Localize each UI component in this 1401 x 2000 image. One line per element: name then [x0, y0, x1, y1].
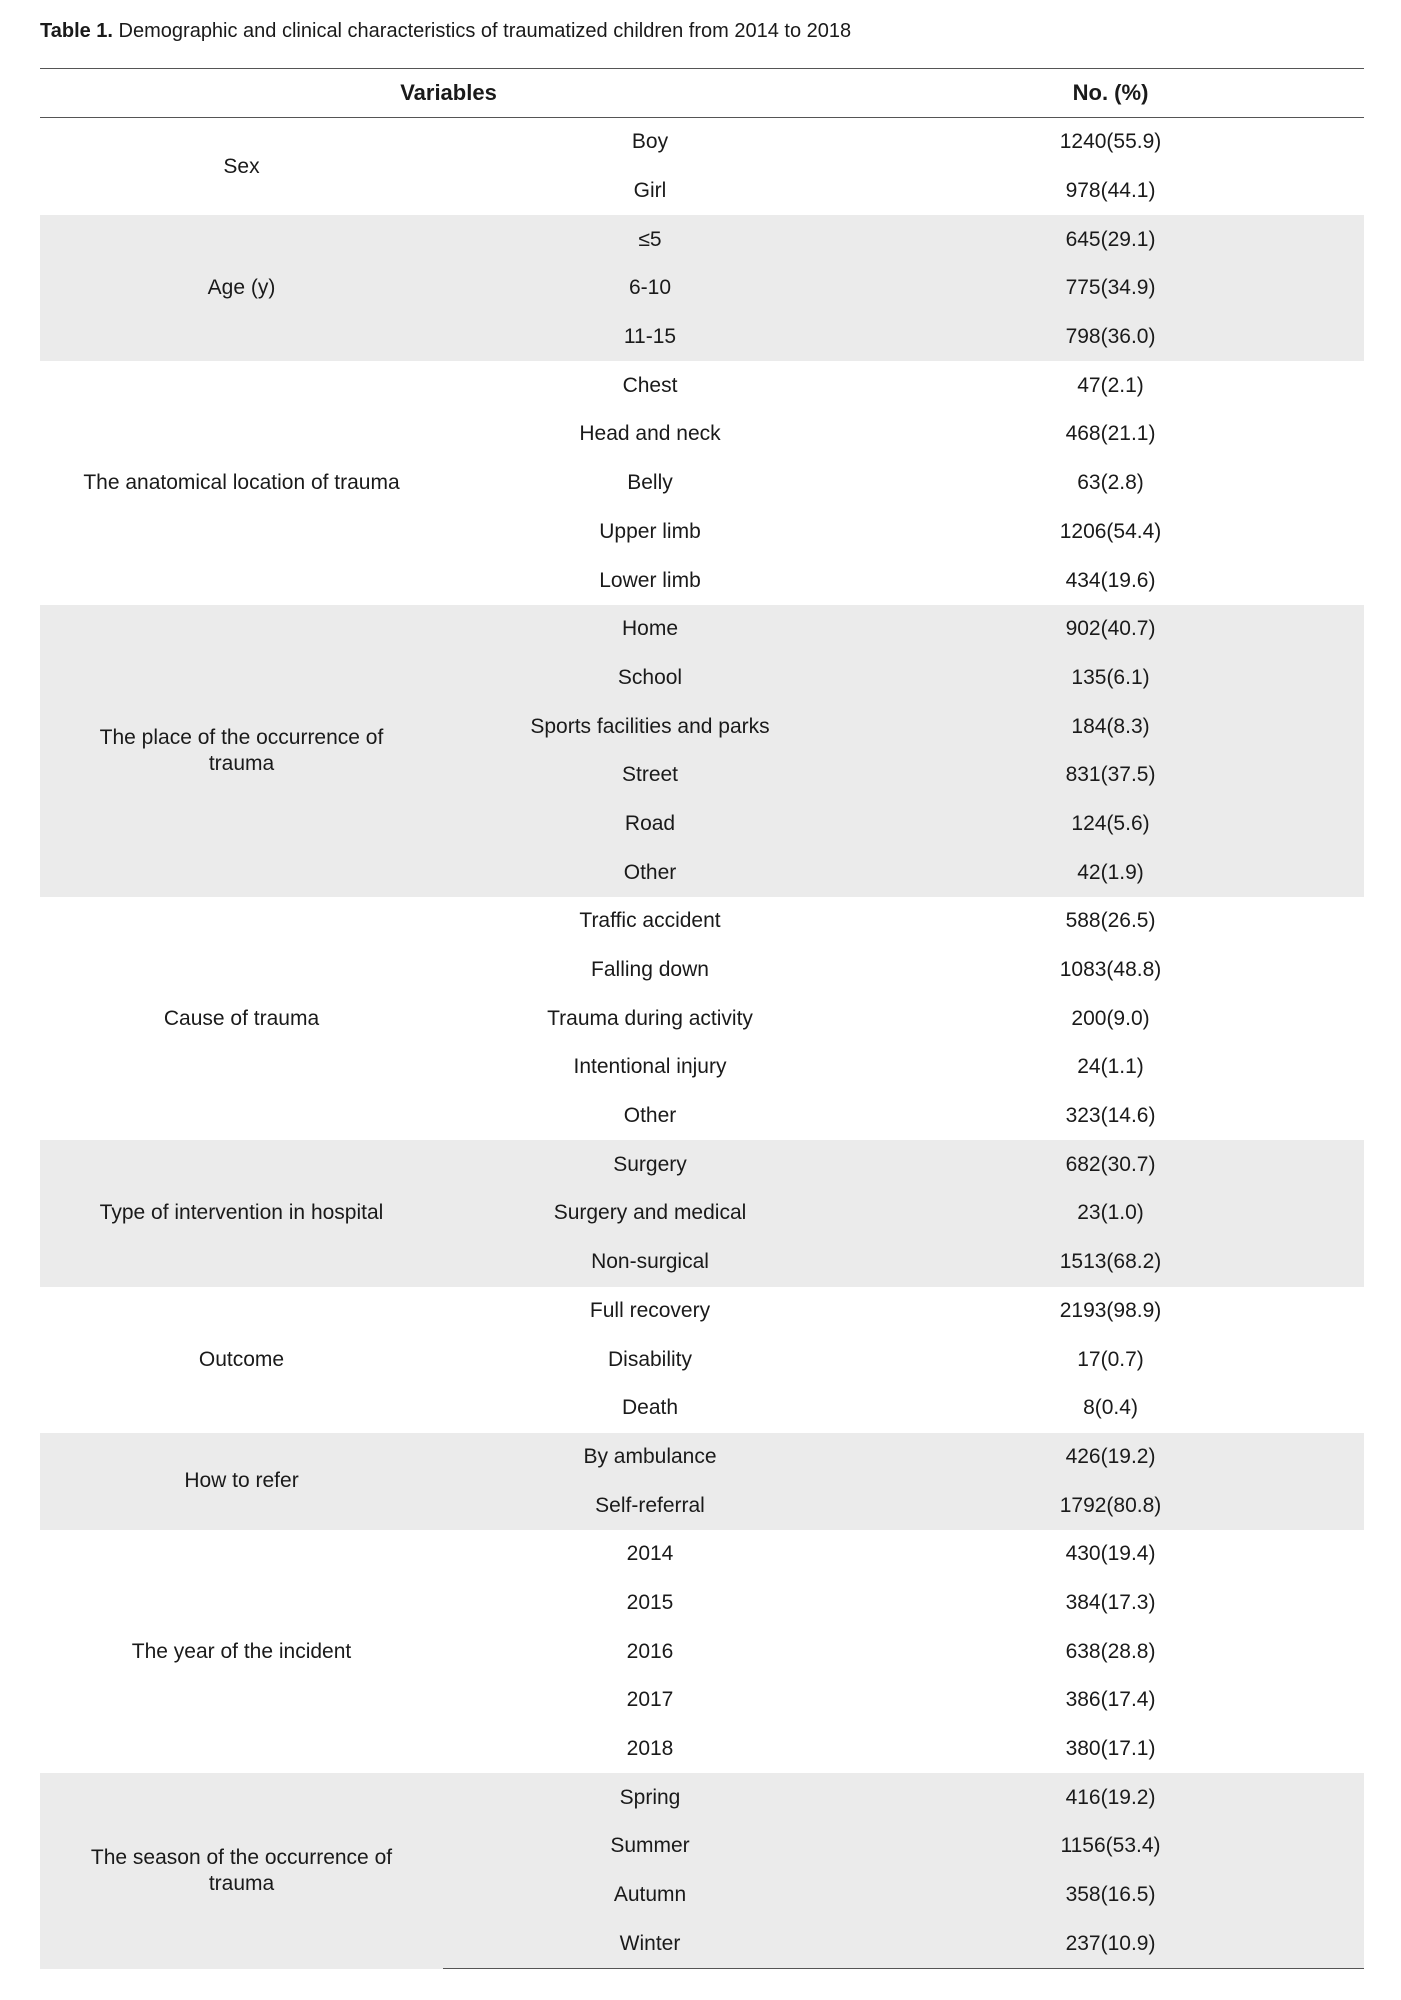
- value-cell: 430(19.4): [1065, 1542, 1156, 1566]
- category-cell: 2016: [626, 1639, 674, 1663]
- category-cell: Spring: [443, 1773, 857, 1822]
- category-cell: Disability: [607, 1347, 693, 1371]
- value-cell: 416(19.2): [857, 1773, 1364, 1822]
- category-cell: Girl: [633, 179, 667, 203]
- group-label-cause-of-trauma: Cause of trauma: [163, 1006, 320, 1030]
- category-cell: Traffic accident: [579, 909, 721, 933]
- value-cell: 638(28.8): [1065, 1639, 1156, 1663]
- header-count: No. (%): [857, 69, 1364, 118]
- category-cell: Boy: [631, 130, 669, 154]
- group-label-sex: Sex: [223, 154, 260, 178]
- group-label-the-season-of-the-occurrence-of-trauma: The season of the occurrence of trauma: [40, 1773, 443, 1968]
- table-row: [40, 1287, 1364, 1336]
- category-cell: Autumn: [443, 1871, 857, 1920]
- value-cell: 1240(55.9): [1059, 130, 1162, 154]
- category-cell: Other: [443, 848, 857, 897]
- value-cell: 200(9.0): [1071, 1006, 1150, 1030]
- category-cell: Lower limb: [599, 568, 701, 592]
- table-caption-label: Table 1.: [40, 20, 113, 42]
- category-cell: Sports facilities and parks: [443, 702, 857, 751]
- header-row: [40, 69, 1364, 118]
- value-cell: 1206(54.4): [1059, 519, 1162, 543]
- table-row: [40, 215, 1364, 264]
- value-cell: 63(2.8): [1077, 471, 1144, 495]
- table-row: [40, 1773, 1364, 1822]
- value-cell: 468(21.1): [1065, 422, 1156, 446]
- value-cell: 978(44.1): [1065, 179, 1156, 203]
- value-cell: 384(17.3): [1065, 1590, 1156, 1614]
- characteristics-table: [40, 68, 1364, 1969]
- value-cell: 42(1.9): [857, 848, 1364, 897]
- table-row: [40, 605, 1364, 654]
- value-cell: 645(29.1): [857, 215, 1364, 264]
- group-label-outcome: Outcome: [198, 1347, 285, 1371]
- category-cell: ≤5: [443, 215, 857, 264]
- category-cell: Surgery and medical: [443, 1189, 857, 1238]
- group-label-the-year-of-the-incident: The year of the incident: [131, 1639, 352, 1663]
- category-cell: Non-surgical: [443, 1238, 857, 1287]
- group-label-the-place-of-the-occurrence-of-trauma: The place of the occurrence of trauma: [40, 605, 443, 897]
- table-row: [40, 1433, 1364, 1482]
- category-cell: Belly: [627, 471, 673, 495]
- group-label-how-to-refer: How to refer: [40, 1433, 443, 1530]
- value-cell: 124(5.6): [857, 800, 1364, 849]
- value-cell: 135(6.1): [857, 654, 1364, 703]
- value-cell: 1083(48.8): [1059, 958, 1162, 982]
- value-cell: 358(16.5): [857, 1871, 1364, 1920]
- group-label-the-anatomical-location-of-trauma: The anatomical location of trauma: [83, 471, 400, 495]
- category-cell: Full recovery: [589, 1298, 711, 1322]
- value-cell: 8(0.4): [1083, 1396, 1138, 1420]
- group-label-type-of-intervention-in-hospital: Type of intervention in hospital: [40, 1140, 443, 1286]
- table-row: [40, 1530, 1364, 1579]
- header-variables: Variables: [40, 69, 857, 118]
- category-cell: Other: [623, 1104, 677, 1128]
- value-cell: 682(30.7): [857, 1140, 1364, 1189]
- value-cell: 798(36.0): [857, 313, 1364, 362]
- table-row: [40, 897, 1364, 946]
- value-cell: 1513(68.2): [857, 1238, 1364, 1287]
- value-cell: 24(1.1): [1077, 1055, 1144, 1079]
- value-cell: 588(26.5): [1065, 909, 1156, 933]
- value-cell: 2193(98.9): [1059, 1298, 1162, 1322]
- category-cell: 2014: [626, 1542, 674, 1566]
- value-cell: 23(1.0): [857, 1189, 1364, 1238]
- value-cell: 434(19.6): [1065, 568, 1156, 592]
- category-cell: 2017: [626, 1688, 674, 1712]
- value-cell: 831(37.5): [857, 751, 1364, 800]
- category-cell: Winter: [443, 1919, 857, 1968]
- value-cell: 380(17.1): [1065, 1737, 1156, 1761]
- value-cell: 1792(80.8): [857, 1481, 1364, 1530]
- category-cell: Home: [443, 605, 857, 654]
- category-cell: Falling down: [591, 958, 709, 982]
- category-cell: 6-10: [443, 264, 857, 313]
- value-cell: 323(14.6): [1065, 1104, 1156, 1128]
- category-cell: Summer: [443, 1822, 857, 1871]
- category-cell: School: [443, 654, 857, 703]
- table-row: [40, 361, 1364, 410]
- value-cell: 237(10.9): [857, 1919, 1364, 1968]
- table-row: [40, 118, 1364, 167]
- table-container: [40, 68, 1364, 1969]
- category-cell: Death: [621, 1396, 679, 1420]
- category-cell: 11-15: [443, 313, 857, 362]
- table-header: [40, 69, 1364, 118]
- category-cell: 2015: [626, 1590, 674, 1614]
- table-row: [40, 1140, 1364, 1189]
- value-cell: 902(40.7): [857, 605, 1364, 654]
- category-cell: Upper limb: [599, 519, 701, 543]
- category-cell: Trauma during activity: [547, 1006, 753, 1030]
- category-cell: Intentional injury: [573, 1055, 727, 1079]
- value-cell: 184(8.3): [857, 702, 1364, 751]
- category-cell: 2018: [626, 1737, 674, 1761]
- value-cell: 1156(53.4): [857, 1822, 1364, 1871]
- value-cell: 426(19.2): [857, 1433, 1364, 1482]
- value-cell: 47(2.1): [1077, 373, 1144, 397]
- category-cell: Chest: [622, 373, 678, 397]
- group-label-age-y: Age (y): [40, 215, 443, 361]
- category-cell: Road: [443, 800, 857, 849]
- category-cell: Street: [443, 751, 857, 800]
- value-cell: 775(34.9): [857, 264, 1364, 313]
- category-cell: Surgery: [443, 1140, 857, 1189]
- table-caption-text: Demographic and clinical characteristics of traumatized children from 2014 to 2018: [113, 20, 852, 42]
- category-cell: Self-referral: [443, 1481, 857, 1530]
- category-cell: By ambulance: [443, 1433, 857, 1482]
- value-cell: 17(0.7): [1077, 1347, 1144, 1371]
- category-cell: Head and neck: [579, 422, 721, 446]
- table-caption: [40, 16, 851, 46]
- value-cell: 386(17.4): [1065, 1688, 1156, 1712]
- table-body: [40, 118, 1364, 1969]
